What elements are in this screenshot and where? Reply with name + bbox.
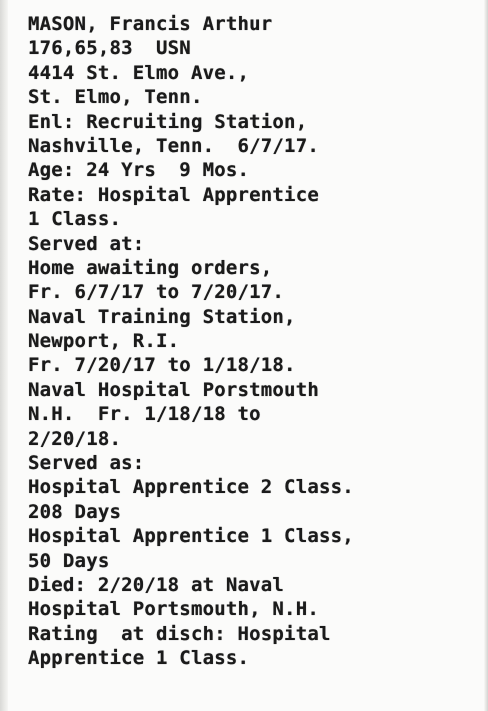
record-line-city: St. Elmo, Tenn. [28, 86, 203, 109]
record-line-enlistment: Enl: Recruiting Station, [28, 110, 308, 133]
record-line-death: Died: 2/20/18 at Naval [28, 573, 285, 596]
record-line-station-3-end: 2/20/18. [28, 427, 122, 450]
record-line-role-2: Hospital Apprentice 1 Class, [28, 525, 354, 548]
card-left-edge [0, 0, 8, 711]
record-line-enlistment-place-date: Nashville, Tenn. 6/7/17. [28, 134, 319, 157]
record-line-station-2-place: Newport, R.I. [28, 330, 180, 353]
record-line-service-number: 176,65,83 USN [28, 37, 191, 60]
record-line-death-place: Hospital Portsmouth, N.H. [28, 598, 319, 621]
record-line-street-address: 4414 St. Elmo Ave., [28, 61, 250, 84]
record-line-name: MASON, Francis Arthur [28, 13, 273, 35]
record-line-station-1: Home awaiting orders, [28, 256, 273, 279]
record-line-served-at-heading: Served at: [28, 232, 145, 255]
record-line-rate: Rate: Hospital Apprentice [28, 183, 319, 206]
record-line-rate-class: 1 Class. [28, 208, 122, 231]
record-line-station-3: Naval Hospital Porstmouth [28, 378, 319, 401]
record-line-station-1-dates: Fr. 6/7/17 to 7/20/17. [28, 281, 285, 304]
record-line-role-2-days: 50 Days [28, 549, 110, 572]
record-line-age: Age: 24 Yrs 9 Mos. [28, 159, 250, 182]
record-line-station-2: Naval Training Station, [28, 305, 296, 328]
record-line-role-1: Hospital Apprentice 2 Class. [28, 476, 354, 499]
record-line-rating-class: Apprentice 1 Class. [28, 647, 250, 670]
record-line-rating-at-discharge: Rating at disch: Hospital [28, 622, 331, 645]
record-line-served-as-heading: Served as: [28, 452, 145, 475]
record-line-station-3-dates: N.H. Fr. 1/18/18 to [28, 403, 261, 426]
record-line-station-2-dates: Fr. 7/20/17 to 1/18/18. [28, 354, 296, 377]
card-right-edge [484, 0, 488, 711]
record-line-role-1-days: 208 Days [28, 500, 122, 523]
typed-record-text [28, 12, 478, 671]
